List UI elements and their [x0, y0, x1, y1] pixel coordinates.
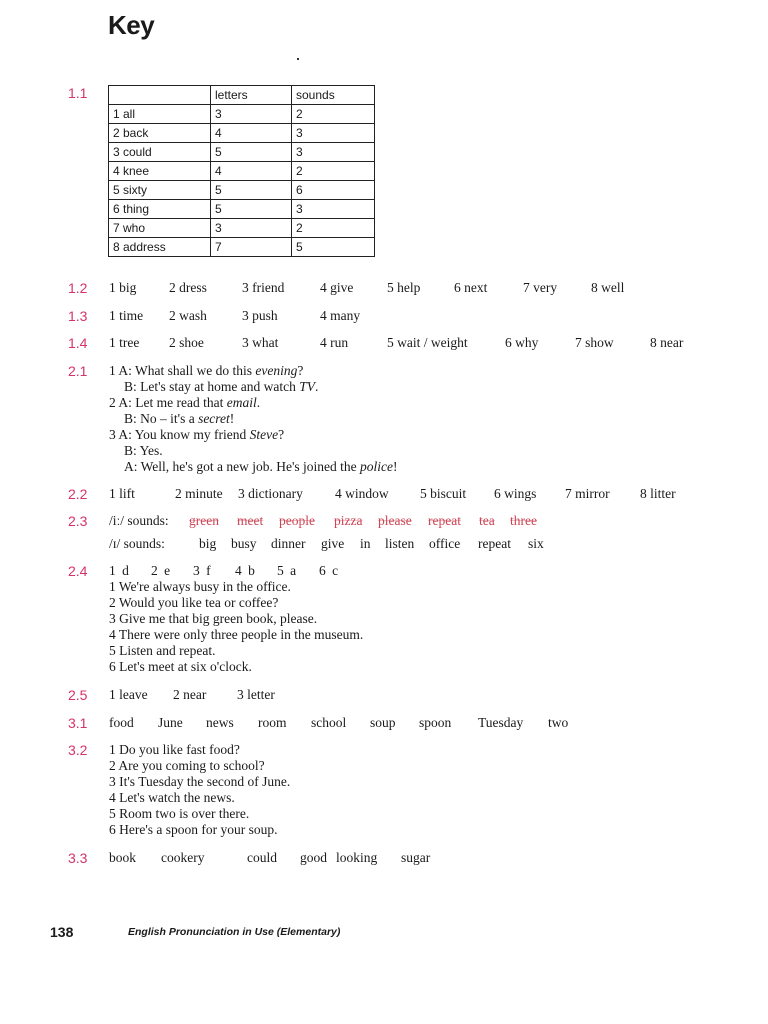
answer-item: cookery	[161, 850, 205, 865]
table-cell: 4	[211, 162, 292, 181]
dialogue-text: ?	[278, 427, 285, 442]
answer-item: room	[258, 715, 287, 730]
answer-item: two	[548, 715, 569, 730]
sound-lists	[109, 513, 544, 552]
table-row	[109, 219, 375, 238]
answer-item: spoon	[419, 715, 452, 730]
answer-item: 8 well	[591, 280, 625, 295]
sentence-line: 1 We're always busy in the office.	[109, 579, 291, 594]
section-number: 2.5	[68, 687, 88, 703]
table-row	[109, 181, 375, 200]
table-cell: 3 could	[109, 143, 211, 162]
answer-item: 7 very	[523, 280, 558, 295]
answer-row	[109, 687, 275, 703]
answer-item: school	[311, 715, 347, 730]
answer-item: soup	[370, 715, 396, 730]
dialogue-text: B: Let's stay at home and watch	[124, 379, 300, 394]
dialogue-line	[109, 363, 398, 379]
answer-item: 4 run	[320, 335, 349, 350]
dialogue-text: B: No – it's a	[124, 411, 199, 426]
answer-row	[109, 308, 360, 324]
answer-item: 2 near	[173, 687, 207, 702]
answer-item: 5 wait / weight	[387, 335, 468, 350]
section-number: 1.2	[68, 280, 88, 296]
short-i-sounds-row	[109, 536, 544, 552]
dialogue-text: !	[229, 411, 235, 426]
section-number: 1.1	[68, 85, 88, 101]
table-cell: 2	[292, 162, 375, 181]
sentence-line: 6 Here's a spoon for your soup.	[109, 822, 278, 837]
dialogue-line	[109, 395, 398, 411]
answer-row	[109, 280, 624, 296]
answer-row	[109, 486, 676, 502]
answer-item: 8 litter	[640, 486, 676, 501]
sentence-line: 6 Let's meet at six o'clock.	[109, 659, 252, 674]
answer-item: 3 friend	[242, 280, 285, 295]
sentence-line: 2 Would you like tea or coffee?	[109, 595, 279, 610]
dialogue-line	[109, 411, 398, 427]
dialogue-text: 1 A: What shall we do this	[109, 363, 256, 378]
answer-item: 2 shoe	[169, 335, 204, 350]
answer-item: 2 dress	[169, 280, 207, 295]
answer-row	[109, 850, 430, 866]
sentence-line: 5 Listen and repeat.	[109, 643, 216, 658]
answer-item: 5 help	[387, 280, 421, 295]
dialogue-text: .	[256, 395, 261, 410]
table-cell: 3	[211, 105, 292, 124]
section-number: 2.1	[68, 363, 88, 379]
answer-item: looking	[336, 850, 378, 865]
answer-item: 3 letter	[237, 687, 275, 702]
dialogue-text: ?	[297, 363, 304, 378]
answer-item: 3 dictionary	[238, 486, 303, 501]
table-cell: 2	[292, 219, 375, 238]
table-cell: 5	[211, 181, 292, 200]
header-cell: letters	[211, 86, 292, 105]
answer-item: 3 what	[242, 335, 279, 350]
table-cell: 5	[211, 143, 292, 162]
pair-item: 5 a	[277, 563, 297, 578]
header-cell	[109, 86, 211, 105]
sentence-block	[109, 742, 290, 838]
answer-item: 6 next	[454, 280, 488, 295]
page-title: Key	[108, 10, 155, 40]
answer-item: 1 leave	[109, 687, 148, 702]
answer-item: 7 show	[575, 335, 614, 350]
answer-item: 7 mirror	[565, 486, 610, 501]
word-item: people	[279, 513, 315, 528]
dialogue-emphasis: police	[360, 459, 393, 474]
section-number: 2.2	[68, 486, 88, 502]
dialogue-line	[109, 459, 398, 475]
word-item: green	[189, 513, 219, 528]
answer-item: 1 big	[109, 280, 137, 295]
dialogue-text: 3 A: You know my friend	[109, 427, 250, 442]
answer-item: 3 push	[242, 308, 278, 323]
table-cell: 7 who	[109, 219, 211, 238]
sentence-line: 4 There were only three people in the museum.	[109, 627, 364, 642]
sound-label: /ɪ/ sounds:	[109, 536, 165, 551]
dialogue-text: A: Well, he's got a new job. He's joined the	[124, 459, 360, 474]
table-cell: 6 thing	[109, 200, 211, 219]
book-title: English Pronunciation in Use (Elementary)	[128, 926, 341, 938]
answer-row	[109, 335, 683, 351]
answer-item: 1 tree	[109, 335, 140, 350]
pair-item: 2 e	[151, 563, 171, 578]
word-item: busy	[231, 536, 257, 551]
table-cell: 4	[211, 124, 292, 143]
answer-item: 1 lift	[109, 486, 135, 501]
stray-dot	[297, 58, 299, 60]
section-number: 2.3	[68, 513, 88, 529]
pair-item: 1 d	[109, 563, 129, 578]
word-item: meet	[237, 513, 264, 528]
section-number: 1.4	[68, 335, 88, 351]
sentence-line: 4 Let's watch the news.	[109, 790, 235, 805]
section-number: 3.1	[68, 715, 88, 731]
sound-label: /iː/ sounds:	[109, 513, 169, 528]
word-item: repeat	[478, 536, 511, 551]
pair-item: 4 b	[235, 563, 255, 578]
answer-item: 8 near	[650, 335, 684, 350]
answer-row	[109, 715, 568, 731]
table-cell: 3	[292, 143, 375, 162]
dialogue-emphasis: TV	[299, 379, 316, 394]
pair-item: 3 f	[193, 563, 211, 578]
section-number: 2.4	[68, 563, 88, 579]
answer-item: book	[109, 850, 136, 865]
table-cell: 6	[292, 181, 375, 200]
answer-item: food	[109, 715, 134, 730]
word-item: tea	[479, 513, 495, 528]
word-item: in	[360, 536, 371, 551]
word-item: three	[510, 513, 537, 528]
table-row	[109, 162, 375, 181]
answer-item: June	[158, 715, 183, 730]
table-cell: 7	[211, 238, 292, 257]
matching-answers	[109, 563, 363, 675]
word-item: listen	[385, 536, 415, 551]
dialogue-line: B: Yes.	[124, 443, 163, 458]
table-row	[109, 200, 375, 219]
answer-item: 4 many	[320, 308, 361, 323]
answer-item: good	[300, 850, 327, 865]
table-cell: 3	[211, 219, 292, 238]
table-cell: 3	[292, 200, 375, 219]
table-row	[109, 143, 375, 162]
dialogue-text: .	[315, 379, 319, 394]
word-item: give	[321, 536, 345, 551]
word-item: please	[378, 513, 412, 528]
table-row	[109, 105, 375, 124]
word-item: pizza	[334, 513, 363, 528]
answer-item: 6 why	[505, 335, 539, 350]
word-item: office	[429, 536, 461, 551]
word-item: big	[199, 536, 217, 551]
word-item: repeat	[428, 513, 461, 528]
answer-item: 1 time	[109, 308, 144, 323]
dialogue-line	[109, 427, 398, 443]
answer-item: 4 window	[335, 486, 389, 501]
dialogue-emphasis: secret	[198, 411, 230, 426]
dialogue-emphasis: Steve	[249, 427, 279, 442]
answer-item: 2 minute	[175, 486, 223, 501]
table-row	[109, 124, 375, 143]
sentence-line: 2 Are you coming to school?	[109, 758, 265, 773]
table-cell: 4 knee	[109, 162, 211, 181]
answer-item: 6 wings	[494, 486, 537, 501]
sentence-line: 3 It's Tuesday the second of June.	[109, 774, 291, 789]
pairs-row	[109, 563, 363, 579]
answer-item: 2 wash	[169, 308, 207, 323]
section-number: 1.3	[68, 308, 88, 324]
page-number: 138	[50, 924, 74, 940]
answer-item: news	[206, 715, 234, 730]
table-cell: 2	[292, 105, 375, 124]
sentence-line: 1 Do you like fast food?	[109, 742, 240, 757]
long-i-sounds-row	[109, 513, 544, 529]
section-number: 3.2	[68, 742, 88, 758]
table-header-row	[109, 86, 375, 105]
answer-item: sugar	[401, 850, 431, 865]
table-cell: 5 sixty	[109, 181, 211, 200]
answer-item: could	[247, 850, 277, 865]
table-cell: 8 address	[109, 238, 211, 257]
dialogue-emphasis: email	[226, 395, 257, 410]
word-item: six	[528, 536, 544, 551]
answer-item: 5 biscuit	[420, 486, 467, 501]
answer-item: 4 give	[320, 280, 354, 295]
table-cell: 3	[292, 124, 375, 143]
sentence-line: 3 Give me that big green book, please.	[109, 611, 318, 626]
dialogue-line	[109, 379, 398, 395]
table-cell: 2 back	[109, 124, 211, 143]
dialogue-text: 2 A: Let me read that	[109, 395, 227, 410]
dialogue-emphasis: evening	[255, 363, 298, 378]
table-cell: 5	[211, 200, 292, 219]
dialogue-block	[109, 363, 398, 475]
answer-item: Tuesday	[478, 715, 524, 730]
table-cell: 1 all	[109, 105, 211, 124]
table-row	[109, 238, 375, 257]
header-cell: sounds	[292, 86, 375, 105]
sentence-line: 5 Room two is over there.	[109, 806, 250, 821]
dialogue-text: !	[393, 459, 398, 474]
section-number: 3.3	[68, 850, 88, 866]
table-cell: 5	[292, 238, 375, 257]
letters-sounds-table	[108, 85, 375, 257]
pair-item: 6 c	[319, 563, 339, 578]
word-item: dinner	[271, 536, 306, 551]
